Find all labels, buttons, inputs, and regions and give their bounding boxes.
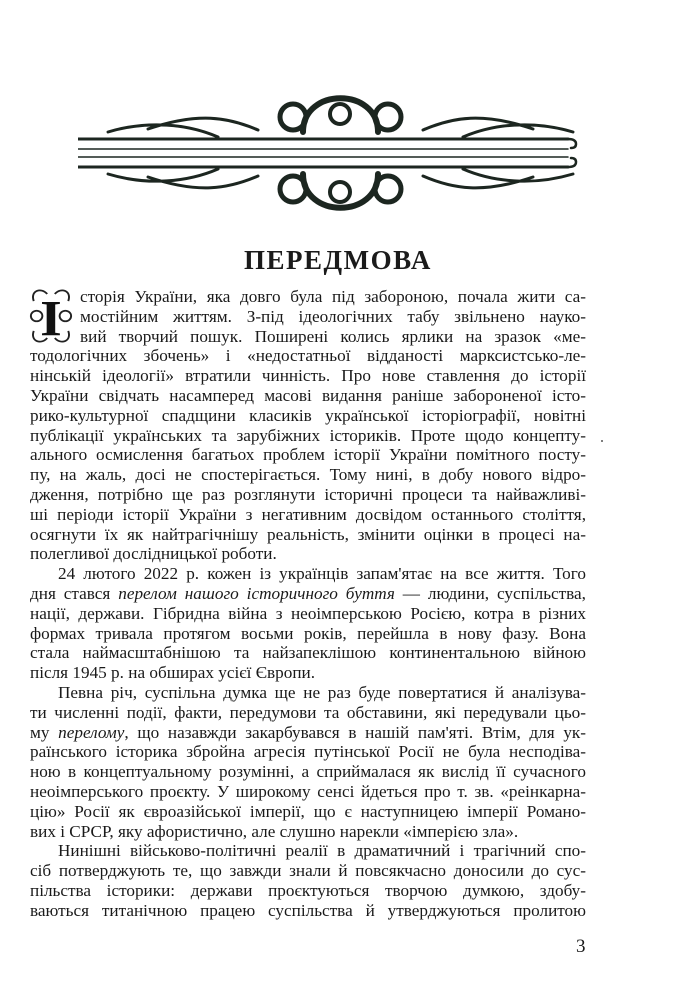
text-line: Певна річ, суспільна думка ще не раз буде повертатися й аналізува- [58,682,586,702]
text-line: нації, держави. Гібридна війна з неоімперською Росією, котра в різних [30,603,586,623]
text-line: осягнути їх як найтрагічнішу реальність, змінити оцінки в процесі на- [30,524,586,544]
text-line: 24 лютого 2022 р. кожен із українців запам'ятає на все життя. Того [58,564,586,584]
scan-speck [601,440,603,442]
text-line: ною в концептуальному розумінні, а сприймалася як вислід її сучасного [30,762,586,782]
text-segment: дня стався [30,583,119,603]
emphasized-text: перелом нашого історичного буття [118,583,395,603]
text-line: мостійним життям. З-під ідеологічних табу звільнено науко- [80,306,586,326]
text-line: формах тривала протягом восьми років, перейшла в нову фазу. Вона [30,623,586,643]
text-segment: — людини, суспільства, [394,583,586,603]
text-line: ші періоди історії України з негативним досвідом останнього століття, [30,504,586,524]
text-line: цію» Росії як євроазійської імперії, що є наступницею імперії Романо- [30,801,586,821]
text-line: тодологічних збочень» і «недостатньої відданості марксистсько-ле- [30,346,586,366]
text-line: після 1945 р. на обширах усієї Європи. [30,663,316,683]
page-number: 3 [576,936,586,957]
text-line: пу, на жаль, досі не спостерігається. Тому нині, в добу нового відро- [30,465,586,485]
text-line: вих і СРСР, яку афористично, але слушно нарекли «імперією зла». [30,821,519,841]
text-line: неоімперського проєкту. У широкому сенсі йдеться про т. зв. «реінкарна- [30,781,586,801]
text-line: пільства історики: держави проєктуються творчою думкою, здобу- [30,880,586,900]
text-line: ти численні події, факти, передумови та обставини, які передували цьо- [30,702,586,722]
text-line: раїнського історика збройна агресія путінської Росії не була несподіва- [30,742,586,762]
text-line: рико-культурної спадщини класиків української історіографії, новітні [30,405,586,425]
text-line: нінській ідеології» втратили чинність. Про нове ставлення до історії [30,366,586,386]
text-line: ального осмислення багатьох проблем історії України помітного посту- [30,445,586,465]
dropcap-letter: І [40,289,62,345]
page-title: ПЕРЕДМОВА [244,245,432,275]
text-line: дження, потрібно ще раз розглянути історичні процеси та найважливі- [30,484,586,504]
text-segment: му [30,722,59,742]
preface-body [30,287,586,921]
decorative-header-ornament [78,82,603,222]
text-line: публікації українських та зарубіжних істориків. Проте щодо концепту- [30,425,586,445]
text-line: сторія України, яка довго була під забороною, почала жити са- [80,287,586,306]
text-line: полегливої дослідницької роботи. [30,544,277,564]
text-line [30,723,586,743]
text-line [30,584,586,604]
text-segment: , що назавжди закарбувався в нашій пам'яті. Втім, для ук- [124,722,586,742]
text-line: Нинішні військово-політичні реалії в драматичний і трагічний спо- [58,841,586,861]
emphasized-text: перелому [58,722,125,742]
text-line: України свідчать насамперед масові видання раніше забороненої істо- [30,385,586,405]
text-line: сіб потверджують те, що завжди знали й повсякчасно доносили до сус- [30,861,586,881]
text-line: вий творчий пошук. Поширені колись ярлики на зразок «ме- [80,326,586,346]
text-line: ваються титанічною працею суспільства й утверджуються пролитою [30,900,586,920]
text-line: стала наймасштабнішою та найзапеклішою континентальною війною [30,643,586,663]
